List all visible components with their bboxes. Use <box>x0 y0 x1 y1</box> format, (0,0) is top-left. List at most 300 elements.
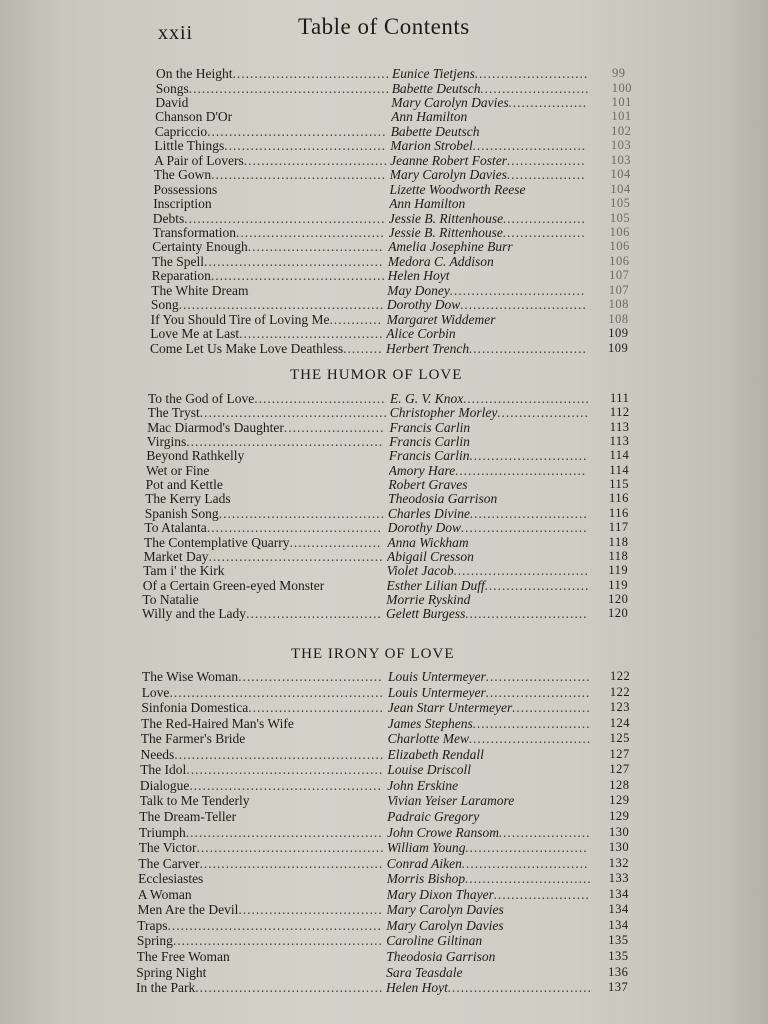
author-name: Mary Carolyn Davies <box>386 902 504 918</box>
poem-title-cell <box>136 965 384 980</box>
leader-dots: ............................... <box>246 606 382 622</box>
poem-title-cell <box>144 520 385 535</box>
poem-title: The Red-Haired Man's Wife <box>141 715 294 731</box>
page-ref: 123 <box>609 700 631 715</box>
page-ref: 132 <box>608 855 630 870</box>
page-ref: 105 <box>610 196 631 210</box>
leader-dots: ............................ <box>465 840 589 855</box>
leader-dots: ..................... <box>499 824 591 840</box>
author-cell <box>387 871 592 886</box>
leader-dots: ...................... <box>493 886 591 902</box>
poem-title: Transformation <box>152 224 236 240</box>
poem-title-cell <box>137 949 385 964</box>
poem-title: Pot and Kettle <box>145 477 223 493</box>
author-cell <box>386 326 588 341</box>
author-cell <box>386 592 590 607</box>
author-cell <box>388 731 592 746</box>
author-name: Francis Carlin <box>389 419 471 435</box>
page-ref: 104 <box>610 181 631 196</box>
toc-entry <box>151 283 639 298</box>
author-name: Esther Lilian Duff <box>386 577 485 593</box>
author-cell <box>390 138 589 153</box>
leader-dots: ........................... <box>472 715 591 731</box>
toc-entry <box>143 578 639 593</box>
poem-title: Sinfonia Domestica <box>141 700 249 716</box>
toc-entry <box>142 669 640 684</box>
toc-entry <box>136 965 638 980</box>
author-name: Amelia Josephine Burr <box>388 239 513 255</box>
leader-dots: .............................. <box>455 462 587 478</box>
poem-title-cell <box>139 840 385 855</box>
poem-title: Triumph <box>139 824 186 840</box>
author-name: Anna Wickham <box>387 534 469 550</box>
toc-entry <box>152 239 639 254</box>
author-cell <box>387 887 592 902</box>
poem-title-cell <box>152 268 386 283</box>
author-cell <box>387 856 592 871</box>
author-cell <box>386 341 588 356</box>
author-cell <box>391 124 590 139</box>
author-cell <box>387 535 590 550</box>
toc-entry <box>155 109 641 124</box>
toc-entry <box>150 326 638 341</box>
poem-title-cell <box>138 871 385 886</box>
leader-dots: .......................... <box>472 138 587 154</box>
author-cell <box>390 391 590 406</box>
author-name: Elizabeth Rendall <box>387 746 484 762</box>
poem-title: The White Dream <box>151 282 249 298</box>
leader-dots: .......................................... <box>199 855 384 871</box>
poem-title-cell <box>141 747 386 762</box>
author-name: Mary Carolyn Davies <box>389 167 508 183</box>
page-ref: 116 <box>609 491 629 506</box>
author-cell <box>386 965 592 980</box>
poem-title: To the God of Love <box>148 391 255 406</box>
author-name: Charlotte Mew <box>387 731 469 747</box>
page-ref: 115 <box>609 477 629 492</box>
author-name: Padraic Gregory <box>387 809 480 824</box>
poem-title-cell <box>151 283 385 298</box>
page-ref: 114 <box>609 462 630 477</box>
leader-dots: .................................... <box>232 66 390 81</box>
author-cell <box>387 283 588 298</box>
toc-entry <box>152 254 639 269</box>
poem-title: Wet or Fine <box>146 462 210 478</box>
author-name: Violet Jacob <box>386 563 454 579</box>
toc-entry <box>138 871 639 886</box>
leader-dots: ............................................. <box>186 434 384 450</box>
author-name: May Doney <box>387 282 450 298</box>
toc-entry <box>147 434 640 449</box>
author-name: Caroline Giltinan <box>386 933 483 949</box>
toc-entry <box>155 124 641 139</box>
poem-title-cell <box>148 405 388 420</box>
toc-entry <box>146 477 640 492</box>
author-cell <box>389 434 590 449</box>
page-ref: 103 <box>610 152 631 167</box>
toc-entry <box>144 520 638 535</box>
author-name: Ann Hamilton <box>391 109 468 125</box>
leader-dots: ................................. <box>238 902 383 918</box>
poem-title: Willy and the Lady <box>142 606 247 622</box>
poem-title: The Tryst <box>147 405 200 421</box>
leader-dots: ............................. <box>461 855 589 871</box>
leader-dots: ........................ <box>484 577 590 593</box>
poem-title-cell <box>156 66 390 81</box>
leader-dots: ............................................. <box>186 762 384 778</box>
author-cell <box>387 840 592 855</box>
poem-title: Spanish Song <box>144 505 219 521</box>
leader-dots: ............................. <box>463 391 590 406</box>
author-name: Louise Driscoll <box>387 762 472 778</box>
toc-entry <box>151 297 639 312</box>
leader-dots: ............................................... <box>178 297 385 313</box>
toc-entry <box>137 918 638 933</box>
poem-title: Of a Certain Green-eyed Monster <box>142 577 325 593</box>
leader-dots: .................. <box>508 94 588 110</box>
poem-title: Spring <box>136 933 173 949</box>
leader-dots: .................. <box>512 700 591 716</box>
poem-title-cell <box>153 225 387 240</box>
leader-dots: ............................... <box>453 563 590 579</box>
page-ref: 134 <box>608 902 629 917</box>
author-cell <box>387 793 592 808</box>
leader-dots: ......................................... <box>207 123 387 139</box>
poem-title-cell <box>153 196 387 211</box>
author-cell <box>388 254 589 269</box>
poem-title: Possessions <box>153 181 218 197</box>
poem-title: On the Height <box>156 66 233 81</box>
poem-title: Tam i' the Kirk <box>143 563 225 579</box>
leader-dots: ............................. <box>465 871 592 887</box>
author-cell <box>387 563 590 578</box>
page-ref: 101 <box>611 94 632 109</box>
toc-entry <box>152 268 640 283</box>
toc-entry <box>141 700 639 715</box>
leader-dots: ........................................... <box>195 980 384 995</box>
leader-dots: ..................... <box>497 405 590 421</box>
poem-title-cell <box>151 312 385 327</box>
poem-title-cell <box>150 341 384 356</box>
author-cell <box>390 405 590 420</box>
toc-entry <box>147 420 640 435</box>
page-ref: 117 <box>608 520 629 535</box>
page-ref: 106 <box>609 253 630 268</box>
leader-dots: ................................. <box>239 326 384 342</box>
author-cell <box>389 211 589 226</box>
leader-dots: ......................................... <box>204 253 384 269</box>
author-name: Christopher Morley <box>389 405 498 421</box>
author-cell <box>388 700 592 715</box>
page-ref: 127 <box>609 762 630 777</box>
leader-dots: ........................... <box>469 448 588 464</box>
toc-entry <box>138 856 638 871</box>
toc-entry <box>140 762 639 777</box>
leader-dots: ............................... <box>248 700 384 716</box>
poem-title-cell <box>146 463 387 478</box>
toc-entry <box>148 405 640 420</box>
leader-dots: ........................................... <box>199 405 388 421</box>
author-cell <box>387 809 592 824</box>
leader-dots: ..................... <box>289 534 382 550</box>
poem-title-cell <box>139 825 385 840</box>
leader-dots: ............................... <box>247 239 384 255</box>
leader-dots: ................................................. <box>167 917 382 933</box>
author-name: Alice Corbin <box>386 326 456 342</box>
poem-title: Certainty Enough <box>152 239 248 255</box>
toc-entry <box>142 606 638 621</box>
author-cell <box>388 520 590 535</box>
roman-page-number: xxii <box>158 22 194 44</box>
toc-entry <box>140 778 639 793</box>
page-ref: 133 <box>608 871 629 886</box>
author-cell <box>388 268 589 283</box>
author-name: John Crowe Ransom <box>387 824 499 840</box>
author-cell <box>387 297 588 312</box>
poem-title: A Pair of Lovers <box>154 152 244 168</box>
leader-dots: ................................. <box>447 980 592 995</box>
page-ref: 111 <box>610 391 630 405</box>
poem-title-cell <box>145 491 386 506</box>
poem-title: The Farmer's Bride <box>140 731 246 747</box>
toc-entry <box>139 825 639 840</box>
author-name: Ann Hamilton <box>389 196 466 211</box>
poem-title-cell <box>142 606 384 621</box>
author-cell <box>389 196 589 211</box>
leader-dots: ..................................... <box>224 138 387 154</box>
toc-entry <box>153 196 640 211</box>
leader-dots: ....................... <box>283 419 385 435</box>
poem-title: Dialogue <box>139 777 190 793</box>
poem-title: To Natalie <box>142 591 199 607</box>
author-name: E. G. V. Knox <box>390 391 464 406</box>
poem-title-cell <box>138 887 385 902</box>
toc-entry <box>146 448 639 463</box>
poem-title-cell <box>138 902 385 917</box>
poem-title-cell <box>154 167 388 182</box>
page-ref: 128 <box>609 777 630 792</box>
leader-dots: .............................................. <box>184 210 386 226</box>
page-ref: 102 <box>611 123 632 138</box>
poem-title-cell <box>138 856 384 871</box>
poem-title-cell <box>151 297 385 312</box>
page-ref: 134 <box>608 886 629 901</box>
leader-dots: ........................................ <box>210 268 386 284</box>
leader-dots: ............................ <box>465 606 588 622</box>
toc-entry <box>155 95 641 110</box>
author-name: Morrie Ryskind <box>386 591 471 607</box>
author-name: Robert Graves <box>388 477 468 493</box>
page-ref: 99 <box>612 66 626 80</box>
author-cell <box>388 506 590 521</box>
author-cell <box>392 66 590 81</box>
toc-entry <box>144 535 639 550</box>
leader-dots: .................................. <box>236 224 385 240</box>
leader-dots: .............................. <box>254 391 386 406</box>
author-cell <box>387 902 593 917</box>
poem-title: The Idol <box>140 762 187 778</box>
author-name: Amory Hare <box>388 462 456 478</box>
page-ref: 136 <box>608 964 629 979</box>
toc-entry <box>141 731 640 746</box>
leader-dots: ...................................... <box>218 505 385 521</box>
poem-title-cell <box>154 138 388 153</box>
poem-title-cell <box>148 391 388 406</box>
author-cell <box>388 239 589 254</box>
author-cell <box>388 747 593 762</box>
poem-title: Reparation <box>151 268 211 284</box>
poem-title: Market Day <box>143 548 209 564</box>
poem-title: Ecclesiastes <box>138 871 204 887</box>
page-ref: 135 <box>608 948 629 963</box>
author-cell <box>386 918 592 933</box>
page-ref: 127 <box>609 746 630 761</box>
author-name: Jean Starr Untermeyer <box>387 700 513 716</box>
leader-dots: ......................... <box>480 80 590 96</box>
poem-title: A Woman <box>137 886 192 902</box>
page-ref: 122 <box>609 684 631 699</box>
poem-title-cell <box>156 81 390 96</box>
author-name: Jessie B. Rittenhouse <box>388 210 504 226</box>
poem-title: Men Are the Devil <box>137 902 239 918</box>
author-cell <box>390 153 589 168</box>
toc-entry <box>148 391 640 406</box>
author-cell <box>388 669 592 684</box>
poem-title-cell <box>155 95 389 110</box>
author-cell <box>391 109 590 124</box>
author-name: Jessie B. Rittenhouse <box>388 224 503 240</box>
poem-title: The Victor <box>138 840 197 855</box>
poem-title-cell <box>153 211 387 226</box>
toc-entry <box>142 685 640 700</box>
leader-dots: ............................. <box>460 520 588 536</box>
page-ref: 122 <box>610 669 631 683</box>
author-name: Eunice Tietjens <box>392 66 475 81</box>
page-ref: 118 <box>608 548 629 563</box>
author-cell <box>387 549 590 564</box>
poem-title-cell <box>139 809 385 824</box>
author-cell <box>390 167 589 182</box>
page-ref: 106 <box>609 224 630 239</box>
author-name: Louis Untermeyer <box>388 669 486 684</box>
poem-title-cell <box>136 980 384 995</box>
author-cell <box>387 825 592 840</box>
poem-title-cell <box>150 326 384 341</box>
poem-title-cell <box>143 563 385 578</box>
author-cell <box>387 778 592 793</box>
leader-dots: ................... <box>503 210 587 226</box>
author-name: Sara Teasdale <box>386 964 463 980</box>
leader-dots: ........................................ <box>206 520 382 536</box>
author-name: Vivian Yeiser Laramore <box>387 793 515 809</box>
leader-dots: ......... <box>343 340 383 356</box>
poem-title-cell <box>147 434 387 449</box>
author-cell <box>388 685 592 700</box>
poem-title-cell <box>154 182 388 197</box>
author-cell <box>388 477 590 492</box>
leader-dots: ............................. <box>460 297 588 313</box>
page-header <box>158 12 618 46</box>
page-ref: 137 <box>608 980 629 994</box>
toc-entry <box>144 549 639 564</box>
poem-title: Chanson D'Or <box>155 109 233 125</box>
poem-title: In the Park <box>136 980 196 995</box>
author-cell <box>390 182 590 197</box>
poem-title: To Atalanta <box>144 520 207 536</box>
author-name: Helen Hoyt <box>386 980 448 995</box>
leader-dots: ........................... <box>469 505 589 521</box>
leader-dots: ............................................ <box>189 777 382 793</box>
author-name: Dorothy Dow <box>387 520 461 536</box>
page-ref: 124 <box>609 715 630 730</box>
page-ref: 109 <box>608 340 629 355</box>
toc-entry <box>141 747 640 762</box>
page-ref: 118 <box>608 534 629 549</box>
page-ref: 119 <box>608 577 629 592</box>
toc-entry <box>136 980 638 995</box>
page-ref: 129 <box>609 793 630 808</box>
author-name: Medora C. Addison <box>387 253 494 269</box>
author-name: Gelett Burgess <box>386 606 466 622</box>
poem-title: Love Me at Last <box>150 326 240 342</box>
toc-entry <box>154 153 641 168</box>
poem-title: If You Should Tire of Loving Me <box>150 311 330 327</box>
author-name: Theodosia Garrison <box>388 491 498 507</box>
page-ref: 107 <box>608 282 630 297</box>
poem-title-cell <box>141 716 386 731</box>
author-cell <box>389 420 590 435</box>
poem-title: The Wise Woman <box>142 669 239 684</box>
page-ref: 134 <box>608 917 629 932</box>
author-cell <box>387 762 592 777</box>
author-name: Louis Untermeyer <box>387 684 486 700</box>
page-ref: 104 <box>610 167 631 182</box>
page-ref: 108 <box>608 311 629 326</box>
author-cell <box>386 980 592 995</box>
leader-dots: ........................................ <box>208 548 384 564</box>
toc-entry <box>153 225 640 240</box>
poem-title-cell <box>146 448 387 463</box>
poem-title: The Gown <box>153 167 212 183</box>
poem-title: Little Things <box>154 138 225 154</box>
author-name: William Young <box>386 840 466 855</box>
leader-dots: ............ <box>329 311 382 327</box>
toc-entry <box>137 949 639 964</box>
section-heading: THE HUMOR OF LOVE <box>290 367 463 383</box>
toc-entry <box>143 563 638 578</box>
author-name: Abigail Cresson <box>387 548 474 564</box>
page-ref: 119 <box>608 563 629 578</box>
author-name: Herbert Trench <box>386 340 470 356</box>
leader-dots: ................................................ <box>172 933 383 949</box>
page-ref: 109 <box>608 326 629 341</box>
page-ref: 100 <box>611 80 633 95</box>
poem-title-cell <box>146 477 387 492</box>
page-ref: 101 <box>611 109 632 124</box>
leader-dots: ........................................ <box>211 167 387 183</box>
leader-dots: ........................ <box>485 684 591 700</box>
author-name: John Erskine <box>387 777 459 793</box>
author-name: Francis Carlin <box>389 434 470 450</box>
author-cell <box>392 81 590 96</box>
toc-entry <box>150 341 638 356</box>
poem-title-cell <box>155 109 389 124</box>
leader-dots: ............................ <box>468 731 592 747</box>
author-name: Mary Dixon Thayer <box>386 886 494 902</box>
author-name: James Stephens <box>387 715 473 731</box>
page-ref: 113 <box>609 434 630 449</box>
author-name: Theodosia Garrison <box>386 948 496 964</box>
